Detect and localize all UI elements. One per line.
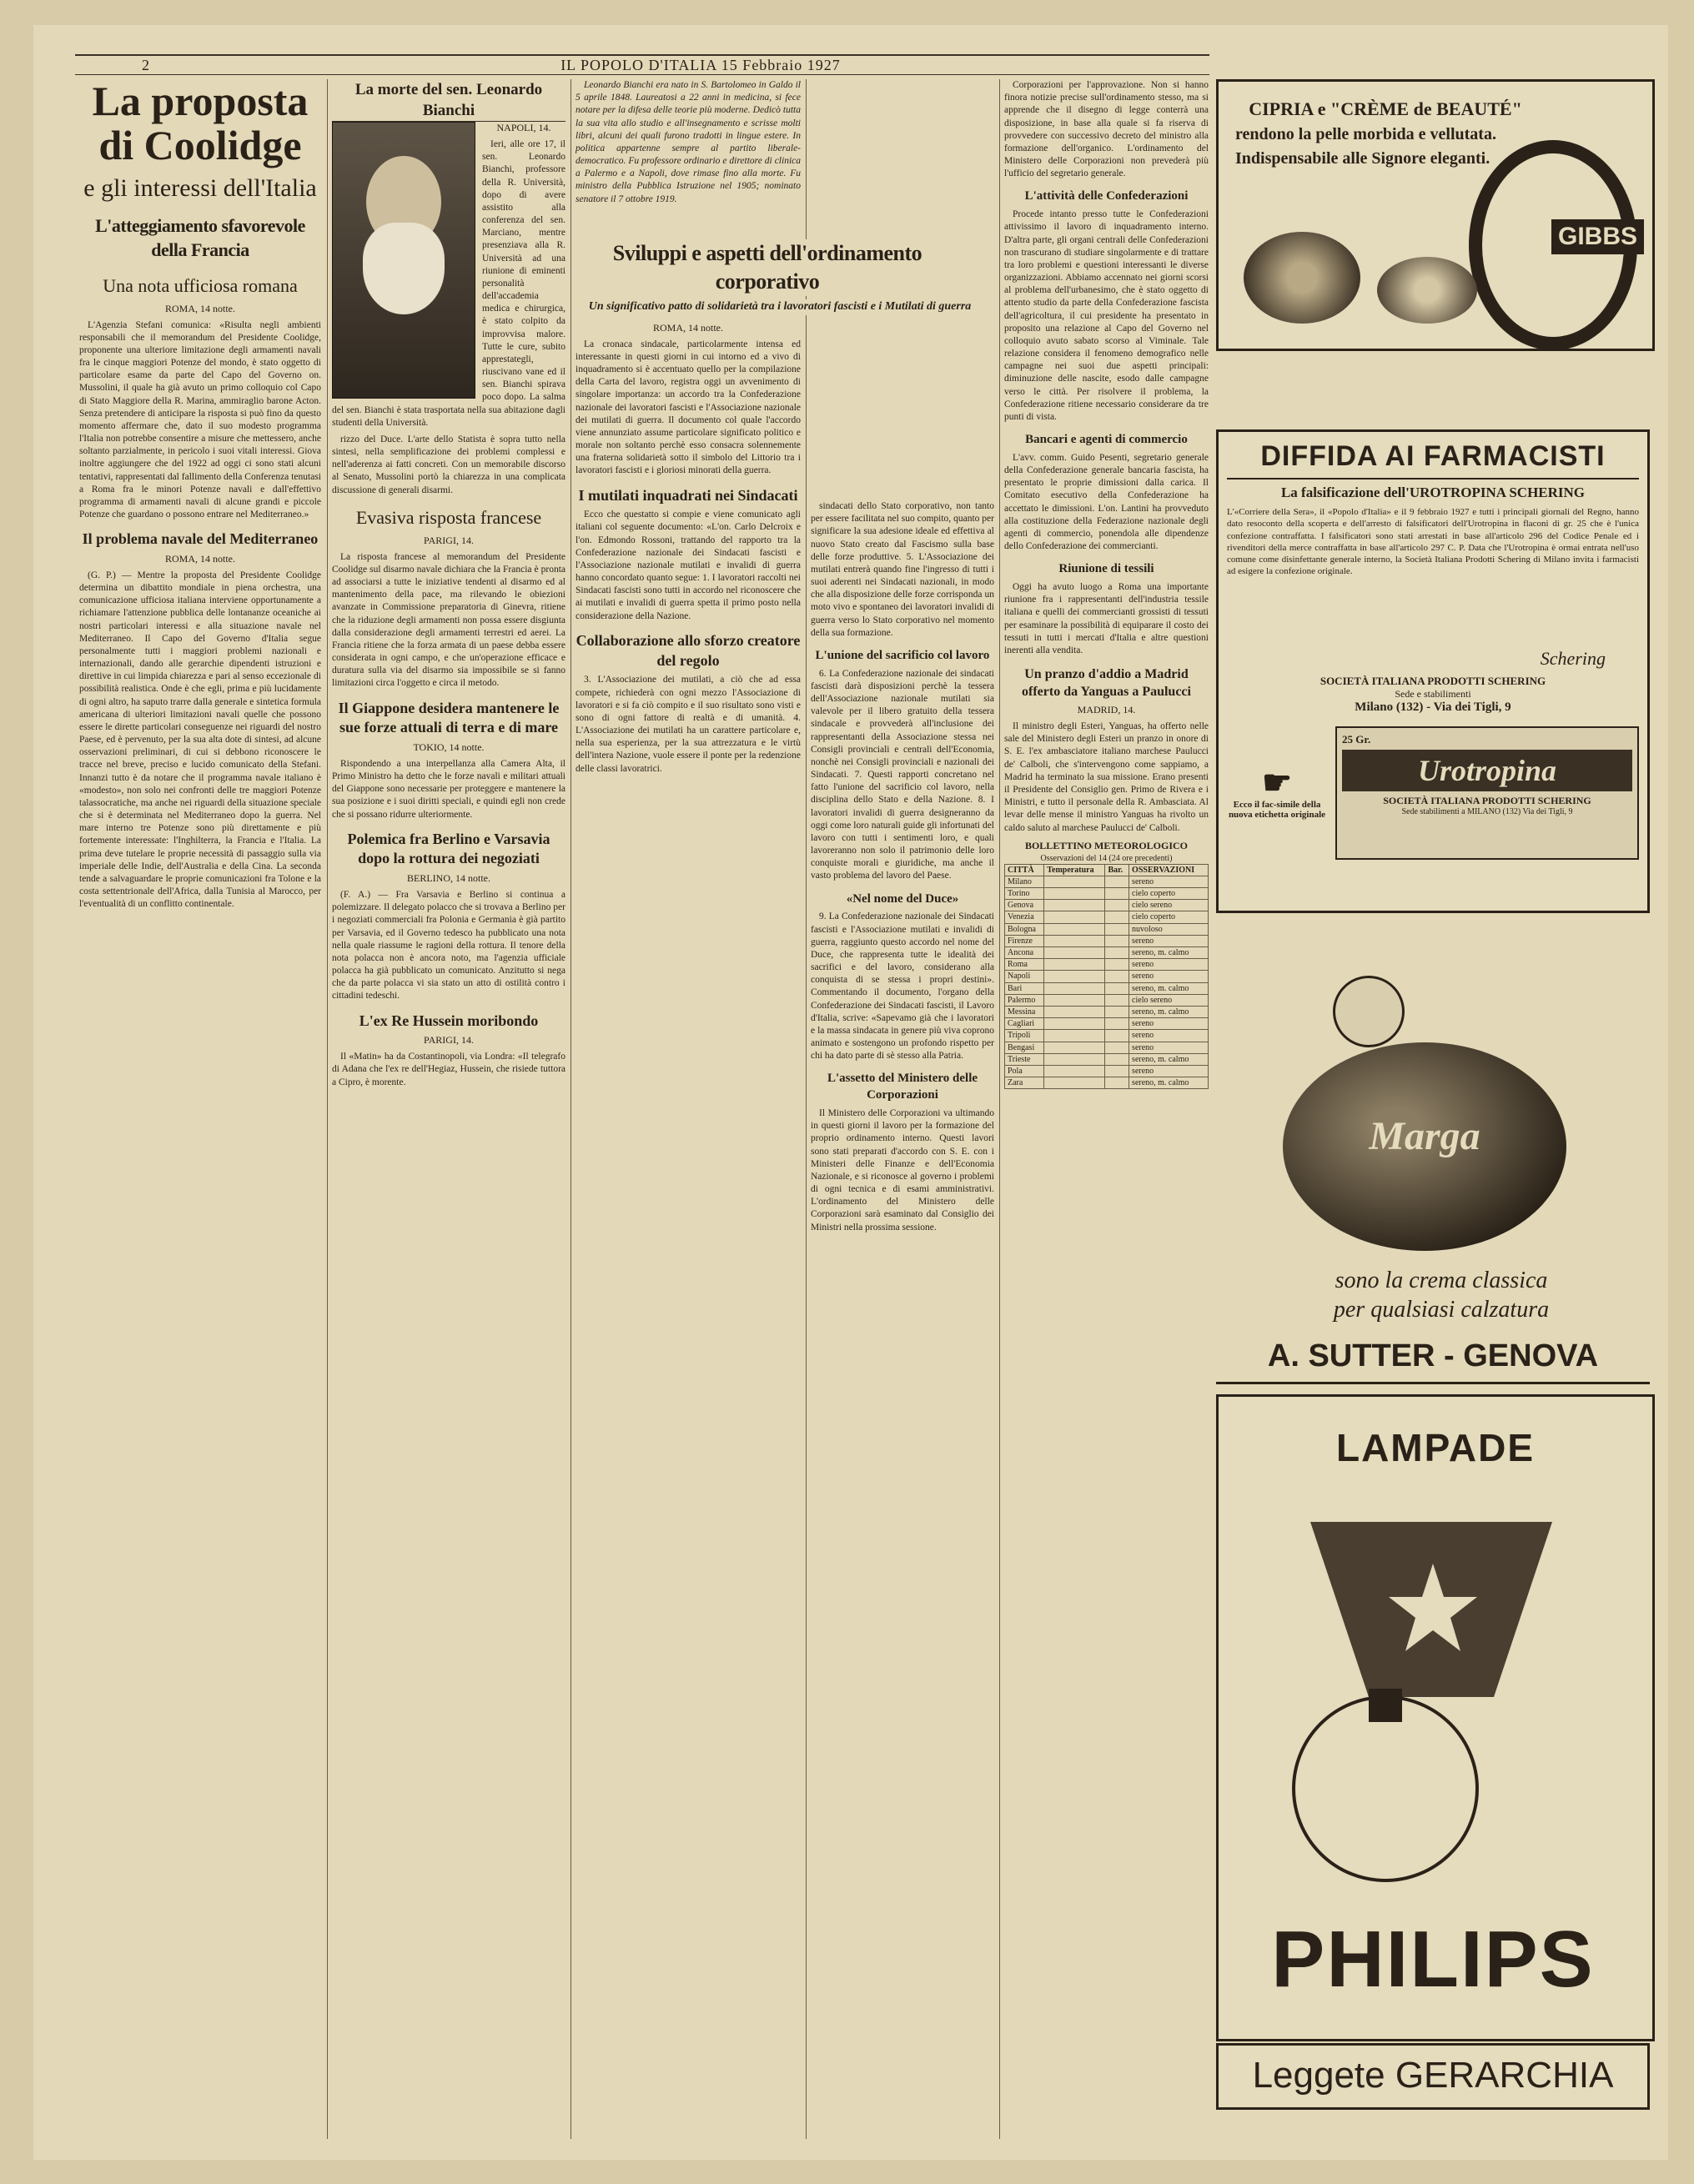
ad-gibbs <box>1216 79 1655 351</box>
page-number: 2 <box>142 56 149 73</box>
section-heading: Collaborazione allo sforzo creatore del regolo <box>576 631 801 669</box>
meteo-cell <box>1105 1077 1129 1089</box>
article-text: Rispondendo a una interpellanza alla Camera Alta, il Primo Ministro ha detto che le forze navali e militari attuali del Giappone sono necessarie per proteggere e mantenere la sua posizione e i suoi diritti speciali, e quindi egli non crede che si possano ridurre ulteriormente. <box>332 758 566 820</box>
marga-tin-image <box>1283 1042 1566 1251</box>
article-text: 3. L'Associazione dei mutilati, a ciò che ad essa compete, richiederà con ogni mezzo l'Associazione di lavoratori e si fa ciò compito e il suo risultato sono visti e sono di ogni fattore di realtà e di umanità. 4. L'Associazione dei mutilati ha un carattere particolare e, nella sua esperienza, per la sua attrezzatura e le virtù dell'intera Nazione, vuole essere il ponte per la redenzione delle classi lavoratrici. <box>576 675 801 774</box>
marga-slogan-2: per qualsiasi calzatura <box>1333 1297 1550 1323</box>
meteo-cell <box>1105 876 1129 887</box>
marga-character-head <box>1333 976 1405 1047</box>
meteo-cell: sereno <box>1129 935 1209 946</box>
masthead-bar <box>75 54 1209 75</box>
meteo-cell: sereno, m. calmo <box>1129 947 1209 959</box>
meteo-cell <box>1044 1030 1105 1042</box>
meteo-cell <box>1044 1077 1105 1089</box>
meteo-cell: Bari <box>1005 982 1044 994</box>
section-heading: Bancari e agenti di commercio <box>1025 433 1188 447</box>
article-text: Ecco che questatto si compie e viene comunicato agli italiani col seguente documento: «L'on. Carlo Delcroix e l'on. Edmondo Rossoni, trattando del rapporto tra la Confederazione nazionale dei Sindacati fascisti e l'Associazione nazionale mutilati e invalidi di guerra hanno concordato quanto segue: 1. I lavoratori raccolti nei Sindacati fascisti sono tutti in accordo nel riconoscere che ai mutilati e invalidi di guerra spetta il primo posto nella considerazione della Nazione. <box>576 510 801 621</box>
meteo-cell <box>1044 1018 1105 1030</box>
column-divider <box>806 79 807 2139</box>
pointing-hand-icon: ☛ <box>1262 764 1292 801</box>
headline-subtitle: e gli interessi dell'Italia <box>83 174 317 202</box>
facsimile-caption: Ecco il fac-simile della nuova etichetta originale <box>1228 800 1326 820</box>
dateline: PARIGI, 14. <box>424 1034 474 1047</box>
column-divider <box>999 79 1000 2139</box>
meteo-cell <box>1044 959 1105 971</box>
meteo-cell <box>1105 1042 1129 1053</box>
obituary-text: Leonardo Bianchi era nato in S. Bartolomeo in Galdo il 5 aprile 1848. Laureatosi a 22 anni in medicina, si fece notare per la difesa delle teorie più moderne. Dedicò tutta la sua vita allo studio e all'insegnamento e scrisse molti libri, alcuni dei quali furono tradotti in lingue estere. In politica appartenne sempre al partito liberale-democratico. Fu professore ordinario e direttore di clinica a Palermo e a Napoli, dove rimase fino alla morte. Fu ministro della Pubblica Istruzione nel 1905; nominato senatore il 7 ottobre 1919. <box>576 80 801 204</box>
schering-signature: Schering <box>1540 648 1606 669</box>
ad-diffida-farmacisti <box>1216 429 1650 913</box>
meteo-cell <box>1044 1053 1105 1065</box>
philips-lamp-illustration <box>1219 1489 1647 1905</box>
section-heading: I mutilati inquadrati nei Sindacati <box>578 486 798 504</box>
section-heading: Il problema navale del Mediterraneo <box>82 530 319 548</box>
meteo-row <box>1005 876 1209 887</box>
article-text: Il Ministero delle Corporazioni va ultimando in questi giorni il lavoro per la formazione del proprio ordinamento interno. Questi lavori sono stati preparati d'accordo con S. E. con i Ministeri delle Finanze e dell'Economia Nazionale, e si riconosce al governo i problemi di ogni tecnica e di esami amministrativi. L'ordinamento del Ministero delle Corporazioni sarà esaminato dal Consiglio dei Ministri nella prossima sessione. <box>811 1108 994 1233</box>
meteo-cell: Venezia <box>1005 911 1044 923</box>
article-text: 6. La Confederazione nazionale dei sindacati fascisti darà disposizioni perchè la tessera dell'Associazione nazionale mutilati sia valevole per il libero gratuito della tessera sindacale e provvederà all'inclusione dei rappresentanti della Associazione stessa nei Consigli provinciali e centrali dell'Economia, nonchè nei Consigli provinciali e nazionali dei Sindacati. 7. Questi rapporti concretano nel fatto l'unione del sacrificio col lavoro, nella disciplina dello Stato e della Nazione. 8. I lavoratori invalidi di guerra designeranno da oggi come loro naturali guide gli infortunati del lavoro con tutti i sentimenti loro, e quali lavoreranno non solo il patrimonio delle loro conquiste morali e giuridiche, ma anche il vasto problema del lavoro del Paese. <box>811 668 994 881</box>
meteo-row <box>1005 911 1209 923</box>
headline-coolidge: La proposta di Coolidge <box>92 78 309 168</box>
diffida-title: DIFFIDA AI FARMACISTI <box>1227 440 1639 479</box>
meteo-cell <box>1044 888 1105 900</box>
meteo-cell: Bologna <box>1005 923 1044 935</box>
dateline: BERLINO, 14 notte. <box>407 872 490 885</box>
marga-brand: Marga <box>1369 1114 1480 1158</box>
meteo-cell <box>1105 959 1129 971</box>
section-heading: Il Giappone desidera mantenere le sue forze attuali di terra e di mare <box>338 699 560 736</box>
gerarchia-text: Leggete GERARCHIA <box>1252 2055 1614 2096</box>
gibbs-line-2: rendono la pelle morbida e vellutata. <box>1235 125 1496 143</box>
meteo-row <box>1005 971 1209 982</box>
meteo-cell: sereno, m. calmo <box>1129 982 1209 994</box>
meteo-cell <box>1044 971 1105 982</box>
marga-slogan-1: sono la crema classica <box>1335 1268 1548 1293</box>
section-heading: Riunione di tessili <box>1058 562 1154 576</box>
meteo-header-cell: Temperatura <box>1044 864 1105 876</box>
meteo-row <box>1005 888 1209 900</box>
meteo-cell: nuvoloso <box>1129 923 1209 935</box>
meteo-cell: Trieste <box>1005 1053 1044 1065</box>
meteo-cell: Tripoli <box>1005 1030 1044 1042</box>
meteo-cell: Milano <box>1005 876 1044 887</box>
meteo-cell <box>1105 888 1129 900</box>
meteo-row <box>1005 982 1209 994</box>
meteo-cell: sereno, m. calmo <box>1129 1053 1209 1065</box>
meteo-row <box>1005 1006 1209 1017</box>
article-text: La risposta francese al memorandum del Presidente Coolidge sul disarmo navale dichiara che la Francia è pronta ad associarsi a tutte le iniziative tendenti al disarmo ed al mantenimento della pace, ma rilevando le obiezioni avanzate in Commissione preparatoria di Ginevra, ritiene che la riduzione degli armamenti non possa essere disgiunta dalla considerazione degli armamenti terrestri ed aerei. La Francia ritiene che la forza armata di un paese debba essere considerata in ogni campo, e che un'operazione efficace e duratura sulla via del disarmo sia impossibile se si fanno limitazioni circa l'oggetto e circa il metodo. <box>332 551 566 689</box>
headline-subhead: L'atteggiamento sfavorevole della Francia <box>95 214 305 260</box>
meteo-subtitle: Osservazioni del 14 (24 ore precedenti) <box>1040 853 1173 863</box>
article-text: Oggi ha avuto luogo a Roma una importante riunione fra i rappresentanti dell'industria tessile italiana e quelli dei commercianti grossisti di tessuti per esaminare la possibilità di equiparare il costo dei tessuti in tutti i mercati d'Italia e altre questioni inerenti alla vendita. <box>1004 582 1209 655</box>
meteo-cell <box>1105 1065 1129 1077</box>
meteo-cell <box>1105 1030 1129 1042</box>
dateline: ROMA, 14 notte. <box>165 553 235 565</box>
meteo-row <box>1005 1065 1209 1077</box>
meteo-row <box>1005 1030 1209 1042</box>
schering-address: Milano (132) - Via dei Tigli, 9 <box>1355 700 1511 714</box>
schering-company-sub: Sede e stabilimenti <box>1395 688 1471 700</box>
dateline: PARIGI, 14. <box>424 534 474 546</box>
meteo-cell: Genova <box>1005 900 1044 911</box>
column-2 <box>332 79 566 2139</box>
sutter-company: A. SUTTER - GENOVA <box>1267 1338 1599 1373</box>
meteo-header-cell: OSSERVAZIONI <box>1129 864 1209 876</box>
article-text: sindacati dello Stato corporativo, non tanto per essere facilitata nel suo compito, quanto per significare la sua adesione ideale ed effettiva al nuovo Stato creato dal Fascismo sulla base delle forze produttive. 5. L'Associazione dei mutilati entrerà quando fine l'ingresso di tutti i suoi aderenti nei Sindacati nazionali, in modo che alla disposizione delle forze corrisponda un moto vivo e spontaneo dei lavoratori invalidi di guerra verso lo Stato corporativo nel momento della sua formazione. <box>811 501 994 638</box>
meteo-cell <box>1105 911 1129 923</box>
portrait-photo <box>332 122 475 399</box>
column-5 <box>1004 79 1209 2139</box>
meteo-cell <box>1105 982 1129 994</box>
label-address: Sede stabilimenti a MILANO (132) Via dei Tigli, 9 <box>1401 807 1573 816</box>
meteo-cell <box>1105 923 1129 935</box>
meteo-title: BOLLETTINO METEOROLOGICO <box>1024 839 1189 851</box>
ad-marga <box>1216 926 1650 1334</box>
meteo-cell <box>1105 994 1129 1006</box>
meteo-header-cell: CITTÀ <box>1005 864 1044 876</box>
schering-company: SOCIETÀ ITALIANA PRODOTTI SCHERING <box>1320 675 1546 687</box>
meteo-row <box>1005 1018 1209 1030</box>
meteo-cell: Firenze <box>1005 935 1044 946</box>
meteo-cell: sereno, m. calmo <box>1129 1077 1209 1089</box>
section-heading: «Nel nome del Duce» <box>846 891 959 906</box>
meteo-cell: sereno <box>1129 959 1209 971</box>
section-heading: Una nota ufficiosa romana <box>103 274 298 296</box>
meteo-cell <box>1105 1006 1129 1017</box>
meteo-cell <box>1105 900 1129 911</box>
meteo-cell <box>1044 900 1105 911</box>
article-text: Corporazioni per l'approvazione. Non si hanno finora notizie precise sull'ordinamento stesso, ma si apprende che il disegno di legge conterrà una disposizione, in base alla quale si fa riserva di provvedere con successivo decreto del ministro alla formazione dell'organico. L'ordinamento del Ministero delle Corporazioni non prevederà più l'ufficio del segretario generale. <box>1004 80 1209 179</box>
meteo-cell: cielo coperto <box>1129 911 1209 923</box>
article-text: L'avv. comm. Guido Pesenti, segretario generale della Confederazione generale bancaria fascista, ha presentato le proprie dimissioni dalla carica. Il Comitato esecutivo della Confederazione ha accettato le dimissioni. L'on. Lantini ha provveduto alla costituzione della Federazione nazionale degli agenti di commercio, ponendola alle dipendenze dello Confederazione dei commercianti. <box>1004 452 1209 552</box>
meteo-cell: sereno <box>1129 1018 1209 1030</box>
section-heading: L'attività delle Confederazioni <box>1024 189 1189 203</box>
meteo-cell: sereno <box>1129 1030 1209 1042</box>
meteo-cell <box>1105 935 1129 946</box>
meteo-cell: sereno <box>1129 1065 1209 1077</box>
meteo-cell: Bengasi <box>1005 1042 1044 1053</box>
meteo-cell: Ancona <box>1005 947 1044 959</box>
meteo-cell: Cagliari <box>1005 1018 1044 1030</box>
powder-box-image <box>1244 232 1360 324</box>
section-heading: L'assetto del Ministero delle Corporazioni <box>827 1072 978 1102</box>
label-brand: Urotropina <box>1342 750 1632 791</box>
ad-philips <box>1216 1394 1655 2041</box>
meteo-row <box>1005 1077 1209 1089</box>
ad-gerarchia <box>1216 2043 1650 2110</box>
meteo-header-cell: Bar. <box>1105 864 1129 876</box>
dateline: TOKIO, 14 notte. <box>413 741 485 754</box>
dateline: ROMA, 14 notte. <box>653 321 723 334</box>
meteo-cell <box>1105 947 1129 959</box>
article-text: (F. A.) — Fra Varsavia e Berlino si continua a polemizzare. Il delegato polacco che si trovava a Berlino per i negoziati commerciali fra Polonia e Germania è già partito per Varsavia, ed il Governo tedesco ha pubblicato una nota nella quale riassume le ragioni della rottura. Il tenore della nota polacca non è ancora noto, ma l'agenzia ufficiale polacca ha già pubblicato un comunicato. Anzitutto si nega che da parte polacca vi sia stato un atto di ostilità contro i cittadini tedeschi. <box>332 890 566 1002</box>
meteo-cell: cielo coperto <box>1129 888 1209 900</box>
article-text: La cronaca sindacale, particolarmente intensa ed interessante in questi giorni in cui intorno ed a vivo di inquadramento si è accentuato quello per la compilazione della Carta del lavoro, registra oggi un avvenimento di singolare importanza: un accordo tra la Confederazione nazionale dei lavoratori fascisti e l'Associazione nazionale dei mutilati di guerra. Il documento col quale l'accordo viene annunziato assume particolare significato politico e morale non soltanto perchè esso consacra solennemente una fraterna solidarietà sotto il simbolo del Littorio tra i lavoratori fascisti e i gloriosi minorati della guerra. <box>576 339 801 476</box>
meteo-cell <box>1105 1018 1129 1030</box>
meteo-cell <box>1044 935 1105 946</box>
corporativo-headline: Sviluppi e aspetti dell'ordinamento corporativo <box>576 239 959 297</box>
meteo-cell: Palermo <box>1005 994 1044 1006</box>
column-divider <box>327 79 328 2139</box>
obituary-title: La morte del sen. Leonardo Bianchi <box>332 79 566 122</box>
article-text: 9. La Confederazione nazionale dei Sindacati fascisti e l'Associazione mutilati e invalidi di guerra, raggiunto questo accordo nel nome del Duce, che rappresenta tutte le idealità dei sacrifici e del lavoro, considerano alla conquista di se stessa i propri destini». Commentando il documento, l'organo della Confederazione dei Sindacati fascisti, il Lavoro d'Italia, scrive: «Sapevamo già che i lavoratori e la massa sindacata in genere più viva coprono animato e sostengono un profondo rispetto per chi ha dato parte di sè stesso alla Patria. <box>811 911 994 1062</box>
article-text: Procede intanto presso tutte le Confederazioni attivissimo il lavoro di inquadramento interno. D'altra parte, gli organi centrali delle Confederazioni non trascurano di studiare singolarmente e di trattare tra loro problemi e questioni interessanti le diverse organizzazioni. Abbiamo accennato nei giorni scorsi al problema dell'urbanesimo, che è stato oggetto di attento studio da parte della Confederazione fascista dell'agricoltura, il cui presidente ha presentato in proposito una relazione al Capo del Governo nel colloquio avuto sabato scorso al Viminale. Tale relazione considera il fenomeno demografico nelle campagne nei suoi due aspetti principali: diminuzione delle nascite, esodo dalle campagne verso le città. Per risolvere il problema, la Confederazione ritiene necessario considerare da tre punti di vista. <box>1004 209 1209 422</box>
diffida-subtitle: La falsificazione dell'UROTROPINA SCHERING <box>1280 484 1586 500</box>
meteo-row <box>1005 947 1209 959</box>
philips-lampade: LAMPADE <box>1335 1426 1536 1469</box>
gibbs-line-1: CIPRIA e "CRÈME de BEAUTÉ" <box>1249 98 1522 119</box>
meteo-cell <box>1044 947 1105 959</box>
obituary-text: Ieri, alle ore 17, il sen. Leonardo Bianchi, professore della R. Università, dopo di avere assistito alla conferenza del sen. Marciano, mentre presenziava alla R. Università ad una riunione di eminenti personalità dell'accademia medica e chirurgica, è stato colpito da improvvisa malore. Tutte le cure, subito apprestategli, riuscivano vane ed il sen. Bianchi spirava poco dopo. La salma del sen. Bianchi è stata trasportata nella sua abitazione dagli studenti della Università. <box>332 138 566 428</box>
cream-jar-image <box>1377 257 1477 324</box>
dateline: MADRID, 14. <box>1077 704 1136 716</box>
ad-sutter <box>1216 1338 1650 1384</box>
meteo-cell <box>1044 1006 1105 1017</box>
article-text: Il «Matin» ha da Costantinopoli, via Londra: «Il telegrafo di Adana che l'ex re dell'Hegiaz, Hussein, che risiede tuttora a Cipro, è morente. <box>332 1052 566 1087</box>
meteo-row <box>1005 923 1209 935</box>
philips-brand: PHILIPS <box>1271 1915 1595 2004</box>
meteo-cell: sereno <box>1129 1042 1209 1053</box>
meteo-cell: cielo sereno <box>1129 994 1209 1006</box>
column-1 <box>79 79 321 2139</box>
meteo-cell <box>1044 994 1105 1006</box>
meteo-cell: cielo sereno <box>1129 900 1209 911</box>
meteo-cell: sereno <box>1129 876 1209 887</box>
article-text: Il ministro degli Esteri, Yanguas, ha offerto nelle sale del Ministero degli Esteri un pranzo in onore di S. E. l'ex ambasciatore italiano marchese Paulucci de' Calboli, che s'intervengono come sappiamo, a Madrid ha terminato la sua missione. Erano presenti il Presidente del Consiglio gen. Primo de Rivera e i Ministri, e tutto il personale della R. Ambasciata. Al levar delle mense il ministro Yanguas ha rivolto un caldo saluto al marchese Paulucci de' Calboli. <box>1004 721 1209 833</box>
meteo-row <box>1005 1042 1209 1053</box>
dateline: NAPOLI, 14. <box>496 122 551 134</box>
gibbs-line-3: Indispensabile alle Signore eleganti. <box>1235 149 1490 168</box>
meteo-row <box>1005 959 1209 971</box>
meteo-cell: sereno, m. calmo <box>1129 1006 1209 1017</box>
meteo-cell <box>1044 982 1105 994</box>
meteo-cell <box>1044 1042 1105 1053</box>
article-text: L'Agenzia Stefani comunica: «Risulta negli ambienti responsabili che il memorandum del Presidente Coolidge, proponente una ulteriore limitazione degli armamenti navali fra le cinque maggiori Potenze del mondo, è stato oggetto di particolare esame da parte del Capo del Governo on. Mussolini, il quale ha già avuto un primo colloquio col Capo di Stato Maggiore della R. Marina, ammiraglio barone Acton. Senza pretendere di anticipare la risposta si può fino da questo momento affermare che, dato il suo modesto programma l'Italia non potrebbe consentire a misure che mettessero, anche soltanto parzialmente, in pericolo i suoi vitali interessi. Giova inoltre aggiungere che del 1922 ad oggi ci sono stati alcuni tentativi, rappresentati dal fallimento della Conferenza tenutasi a Roma fra le minori Potenze navali e dall'effettivo programma di armamenti navali di alcune grandi e piccole Potenze che guardano o possono entrare nel Mediterraneo.» <box>79 319 321 520</box>
meteo-table <box>1004 864 1209 1090</box>
meteo-cell <box>1105 1053 1129 1065</box>
meteo-cell <box>1044 923 1105 935</box>
meteo-cell: Napoli <box>1005 971 1044 982</box>
meteo-row <box>1005 935 1209 946</box>
label-maker: SOCIETÀ ITALIANA PRODOTTI SCHERING <box>1383 795 1591 806</box>
label-weight: 25 Gr. <box>1342 733 1371 746</box>
meteo-cell <box>1105 971 1129 982</box>
section-heading: Un pranzo d'addio a Madrid offerto da Yanguas a Paulucci <box>1022 667 1191 700</box>
column-4 <box>811 79 994 2139</box>
article-text: rizzo del Duce. L'arte dello Statista è sopra tutto nella sintesi, nella semplificazione dei problemi complessi e nell'aderenza ai fatti concreti. Con un memorabile discorso al Senato, Mussolini portò la chiarezza in una complicata discussione di generali disarmi. <box>332 434 566 495</box>
section-heading: L'unione del sacrificio col lavoro <box>815 648 990 662</box>
dateline: ROMA, 14 notte. <box>165 302 235 314</box>
meteo-cell: Messina <box>1005 1006 1044 1017</box>
section-heading: L'ex Re Hussein moribondo <box>359 1012 539 1029</box>
masthead-title: IL POPOLO D'ITALIA 15 Febbraio 1927 <box>560 56 841 73</box>
meteo-cell: Torino <box>1005 888 1044 900</box>
article-text: (G. P.) — Mentre la proposta del Presidente Coolidge determina un dibattito mondiale in piena orchestra, una comunicazione ufficiosa italiana interviene opportunamente a richiamare l'attenzione pubblica delle lontananze oceaniche ai nostri particolari interessi e alla situazione navale nel Mediterraneo. Il Capo del Governo d'Italia segue personalmente tutti i maggiori problemi nazionali e internazionali, dando alle gerarchie dipendenti istruzioni e direttive in cui limpida chiarezza e pari al senso eccezionale di possibilità realistica. Onde è che egli, prima e più lucidamente di ogni altro, ha saputo trarre dalla generale e sintetica formula americana di ulteriori limitazioni navali quelle che possono essere le dirette particolari conseguenze nei riguardi del nostro Paese, ed è pervenuto, per la sua alta dote di sintesi, ad alcune osservazioni preliminari, di cui si debbono riconoscere le tracce nel breve, preciso e lucido comunicato della Stefani. Innanzi tutto è da notare che il programma navale italiano è «modesto», non solo nei confronti delle tre maggiori Potenze talassocratiche, ma anche nei riguardi della situazione speciale che si è determinata nel Mediterraneo dopo la guerra. Nel mare interno tre Potenze sono più direttamente e più fortemente interessate: l'Inghilterra, la Francia e l'Italia. La prima deve tutelare le proprie necessità di passaggio sulla via imperiale delle Indie, dell'Australia e della Cina. La seconda tende a salvaguardare le proprie comunicazioni fra Tolone e la costa settentrionale dell'Africa, dalla Tunisia al Marocco, per l'eventualità di un conflitto continentale. <box>79 570 321 910</box>
gibbs-brand: GIBBS <box>1551 219 1644 254</box>
meteo-row <box>1005 900 1209 911</box>
section-heading: Evasiva risposta francese <box>355 506 542 528</box>
meteo-row <box>1005 1053 1209 1065</box>
meteo-cell: Pola <box>1005 1065 1044 1077</box>
corporativo-subheadline: Un significativo patto di solidarietà tra i lavoratori fascisti e i Mutilati di guerra <box>576 299 984 314</box>
meteo-cell: Zara <box>1005 1077 1044 1089</box>
diffida-text: L'«Corriere della Sera», il «Popolo d'Italia» e il 9 febbraio 1927 e tutti i principali giornali del Regno, hanno dato resoconto della scoperta e dell'arresto di falsificatori dell'Urotropina in flaconi di gr. 25 che è l'unica confezione contraffatta. I falsificatori sono stati arrestati in base all'articolo 296 del Codice Penale ed i rivenditori della merce contraffatta in base all'articolo 297 C. P. Data che l'Urotropina è ormai entrata nell'uso comune come disinfettante generale interno, la Società Italiana Prodotti Schering di Milano invita i farmacisti ad esigere la confezione originale. <box>1227 507 1639 577</box>
urotropina-label <box>1335 726 1639 860</box>
meteo-cell <box>1044 876 1105 887</box>
meteo-cell: Roma <box>1005 959 1044 971</box>
section-heading: Polemica fra Berlino e Varsavia dopo la rottura dei negoziati <box>347 830 550 867</box>
meteo-cell <box>1044 1065 1105 1077</box>
meteo-row <box>1005 994 1209 1006</box>
meteo-cell: sereno <box>1129 971 1209 982</box>
meteo-cell <box>1044 911 1105 923</box>
